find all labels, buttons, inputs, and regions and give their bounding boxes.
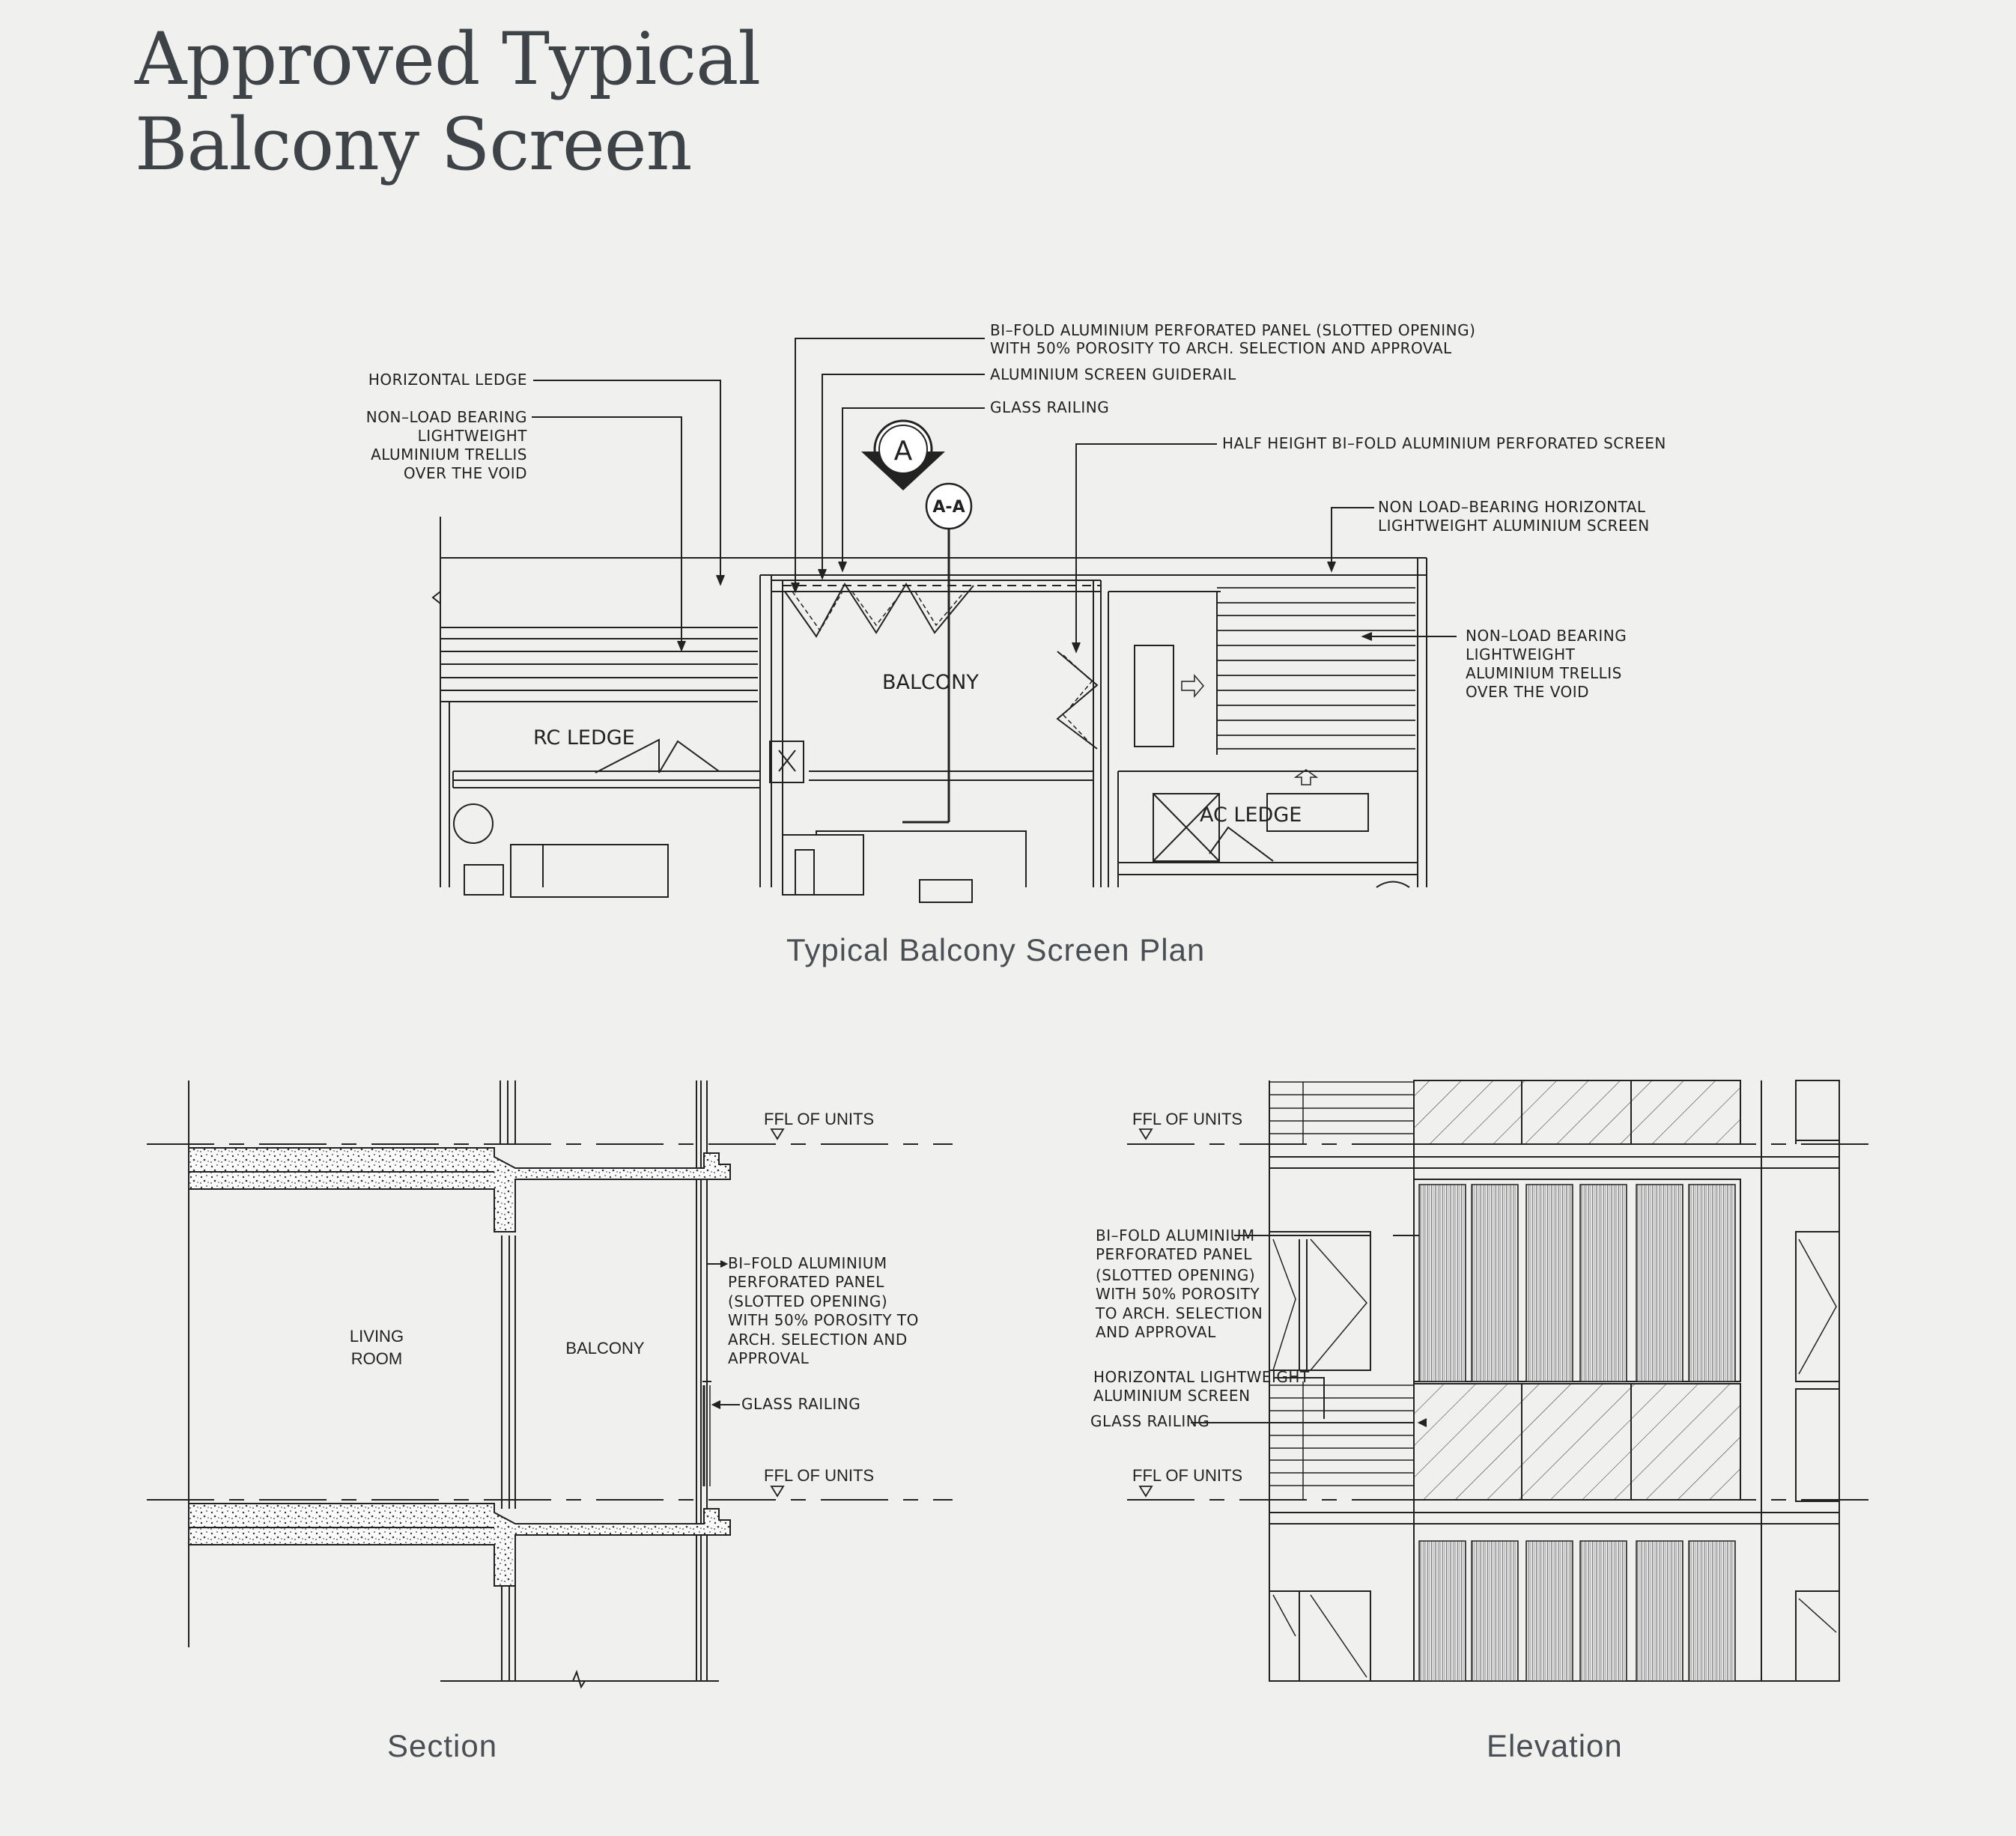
section-bifold-4: WITH 50% POROSITY TO [728, 1311, 919, 1329]
plan-trellis-right-2: LIGHTWEIGHT [1466, 645, 1576, 663]
plan-trellis-right-1: NON–LOAD BEARING [1466, 627, 1627, 645]
plan-guiderail-label: ALUMINIUM SCREEN GUIDERAIL [990, 365, 1236, 383]
section-living-1: LIVING [349, 1327, 404, 1346]
plan-trellis-right-4: OVER THE VOID [1466, 683, 1590, 701]
plan-horiz-screen-1: NON LOAD–BEARING HORIZONTAL [1378, 498, 1646, 516]
plan-trellis-left-4: OVER THE VOID [403, 464, 527, 482]
section-bifold-2: PERFORATED PANEL [728, 1273, 884, 1291]
elevation-bifold-6: AND APPROVAL [1096, 1323, 1216, 1341]
section-bifold-5: ARCH. SELECTION AND [728, 1331, 908, 1349]
plan-balcony-label: BALCONY [882, 671, 979, 694]
plan-horiz-screen-2: LIGHTWEIGHT ALUMINIUM SCREEN [1378, 517, 1650, 535]
section-bifold-3: (SLOTTED OPENING) [728, 1292, 888, 1310]
plan-bifold-label-2: WITH 50% POROSITY TO ARCH. SELECTION AND APPROVAL [990, 339, 1452, 357]
elevation-horiz-1: HORIZONTAL LIGHTWEIGHT [1093, 1368, 1310, 1386]
plan-trellis-left-2: LIGHTWEIGHT [417, 427, 527, 445]
title-line-2: Balcony Screen [135, 103, 692, 186]
elevation-bifold-3: (SLOTTED OPENING) [1096, 1266, 1256, 1284]
section-bifold-1: BI–FOLD ALUMINIUM [728, 1254, 887, 1272]
section-slabs [189, 1148, 730, 1586]
plan-trellis-left-3: ALUMINIUM TRELLIS [371, 446, 527, 463]
elevation-glass-railing: GLASS RAILING [1090, 1412, 1210, 1430]
section-ffl-top: FFL OF UNITS [764, 1110, 875, 1128]
plan-trellis-right-3: ALUMINIUM TRELLIS [1466, 664, 1622, 682]
section-living-2: ROOM [350, 1349, 403, 1368]
section-ref-label: A-A [932, 498, 965, 517]
plan-glass-railing-label: GLASS RAILING [990, 398, 1110, 416]
elevation-ffl-top: FFL OF UNITS [1132, 1110, 1243, 1128]
plan-caption: Typical Balcony Screen Plan [786, 932, 1206, 967]
plan-trellis-left-1: NON–LOAD BEARING [365, 408, 527, 426]
elevation-caption: Elevation [1487, 1728, 1623, 1763]
section-ffl-bottom: FFL OF UNITS [764, 1466, 875, 1485]
elevation-ffl-bottom: FFL OF UNITS [1132, 1466, 1243, 1485]
plan-rc-ledge-label: RC LEDGE [533, 726, 635, 750]
plan-half-height-label: HALF HEIGHT BI–FOLD ALUMINIUM PERFORATED SCREEN [1222, 434, 1666, 452]
elevation-bifold-2: PERFORATED PANEL [1096, 1245, 1252, 1263]
elevation-bifold-5: TO ARCH. SELECTION [1096, 1304, 1263, 1322]
plan-drawing [433, 338, 1457, 902]
section-bifold-6: APPROVAL [728, 1349, 810, 1367]
elevation-horiz-2: ALUMINIUM SCREEN [1093, 1387, 1251, 1405]
elevation-bifold-4: WITH 50% POROSITY [1096, 1285, 1260, 1303]
plan-ac-ledge-label: AC LEDGE [1200, 803, 1302, 827]
section-glass-railing: GLASS RAILING [741, 1395, 861, 1413]
plan-bifold-label-1: BI–FOLD ALUMINIUM PERFORATED PANEL (SLOTTED OPENING) [990, 321, 1476, 339]
section-caption: Section [387, 1728, 498, 1763]
title-line-1: Approved Typical [135, 17, 761, 101]
elevation-bifold-1: BI–FOLD ALUMINIUM [1096, 1226, 1255, 1244]
plan-horizontal-ledge-label: HORIZONTAL LEDGE [368, 371, 527, 389]
section-balcony: BALCONY [565, 1339, 645, 1358]
section-marker-letter: A [893, 436, 913, 466]
